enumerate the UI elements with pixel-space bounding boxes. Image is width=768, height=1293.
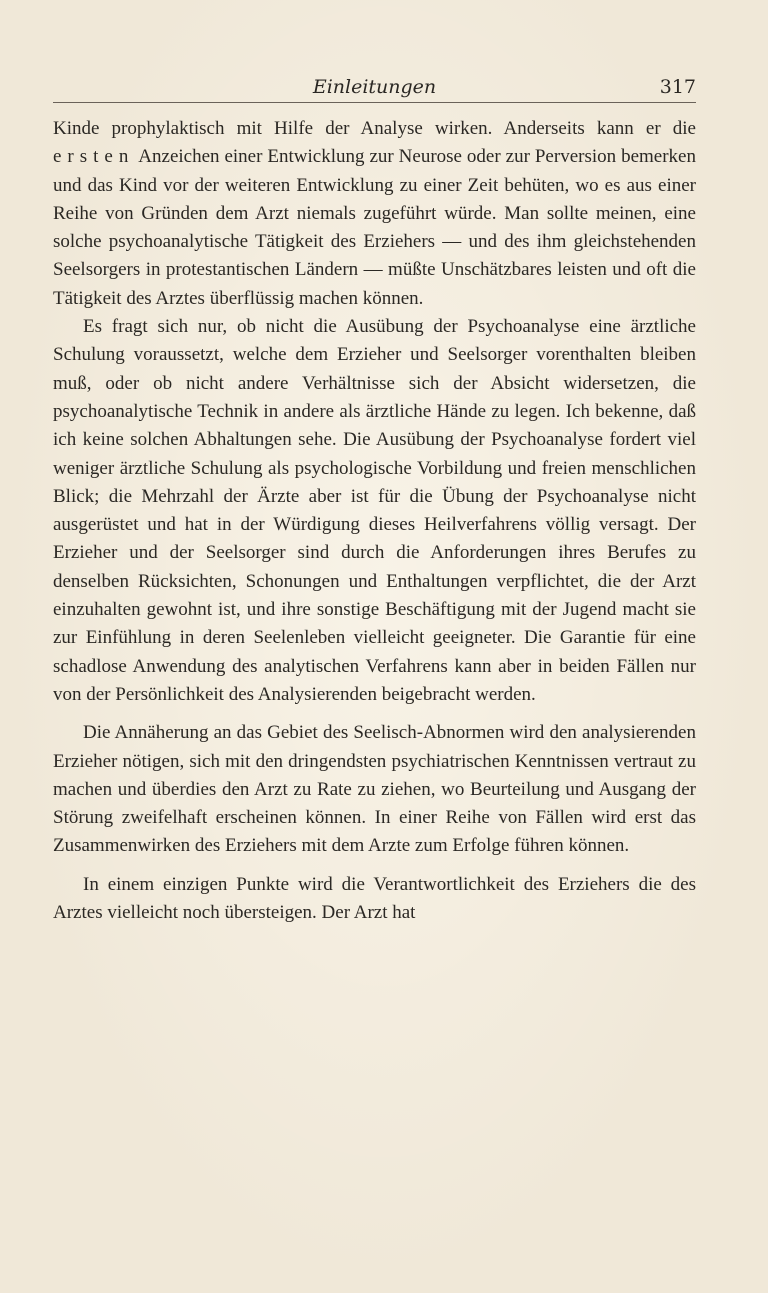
paragraph-1-start: Kinde prophylaktisch mit Hilfe der Analyse wirken. Anderseits kann er die bbox=[53, 118, 696, 139]
running-title: Einleitungen bbox=[312, 76, 437, 98]
page-number: 317 bbox=[659, 76, 696, 98]
paragraph-2: Es fragt sich nur, ob nicht die Ausübung der Psychoanalyse eine ärztliche Schulung voraussetzt, welche dem Erzieher und Seelsorger vorenthalten bleiben muß, oder ob nicht andere Verhältnisse sich der Absicht widersetzen, die psychoanalytische Technik in andere als ärztliche Hände zu legen. Ich bekenne, daß ich keine solchen Abhaltungen sehe. Die Ausübung der Psychoanalyse fordert viel weniger ärztliche Schulung als psychologische Vorbildung und freien menschlichen Blick; die Mehrzahl der Ärzte aber ist für die Übung der Psychoanalyse nicht ausgerüstet und hat in der Würdigung dieses Heilverfahrens völlig versagt. Der Erzieher und der Seelsorger sind durch die Anforderungen ihres Berufes zu denselben Rücksichten, Schonungen und Enthaltungen verpflichtet, die der Arzt einzuhalten gewohnt ist, und ihre sonstige Beschäftigung mit der Jugend macht sie zur Einfühlung in deren Seelenleben vielleicht geeigneter. Die Garantie für eine schadlose Anwendung des analytischen Verfahrens kann aber in beiden Fällen nur von der Persönlichkeit des Analysierenden beigebracht werden. bbox=[53, 316, 696, 705]
paragraph-3: Die Annäherung an das Gebiet des Seelisch-Abnormen wird den analysierenden Erzieher nötigen, sich mit den dringendsten psychiatrischen Kenntnissen vertraut zu machen und überdies den Arzt zu Rate zu ziehen, wo Beurteilung und Ausgang der Störung zweifelhaft erscheinen können. In einer Reihe von Fällen wird erst das Zusammenwirken des Erziehers mit dem Arzte zum Erfolge führen können. bbox=[53, 722, 696, 857]
emphasized-word: ersten bbox=[53, 146, 135, 168]
running-header bbox=[53, 72, 696, 103]
paragraph-1 bbox=[53, 115, 696, 313]
paragraph-1-end: Anzeichen einer Entwicklung zur Neurose oder zur Perversion bemerken und das Kind vor der weiteren Entwicklung zu einer Zeit behüten, wo es aus einer Reihe von Gründen dem Arzt niemals zugeführt würde. Man sollte meinen, eine solche psychoanalytische Tätigkeit des Erziehers — und des ihm gleichstehenden Seelsorgers in protestantischen Ländern — müßte Unschätzbares leisten und oft die Tätigkeit des Arztes überflüssig machen können. bbox=[53, 146, 696, 309]
paragraph-4: In einem einzigen Punkte wird die Verantwortlichkeit des Erziehers die des Arztes vielleicht noch übersteigen. Der Arzt hat bbox=[53, 873, 696, 924]
body-text bbox=[53, 115, 696, 927]
